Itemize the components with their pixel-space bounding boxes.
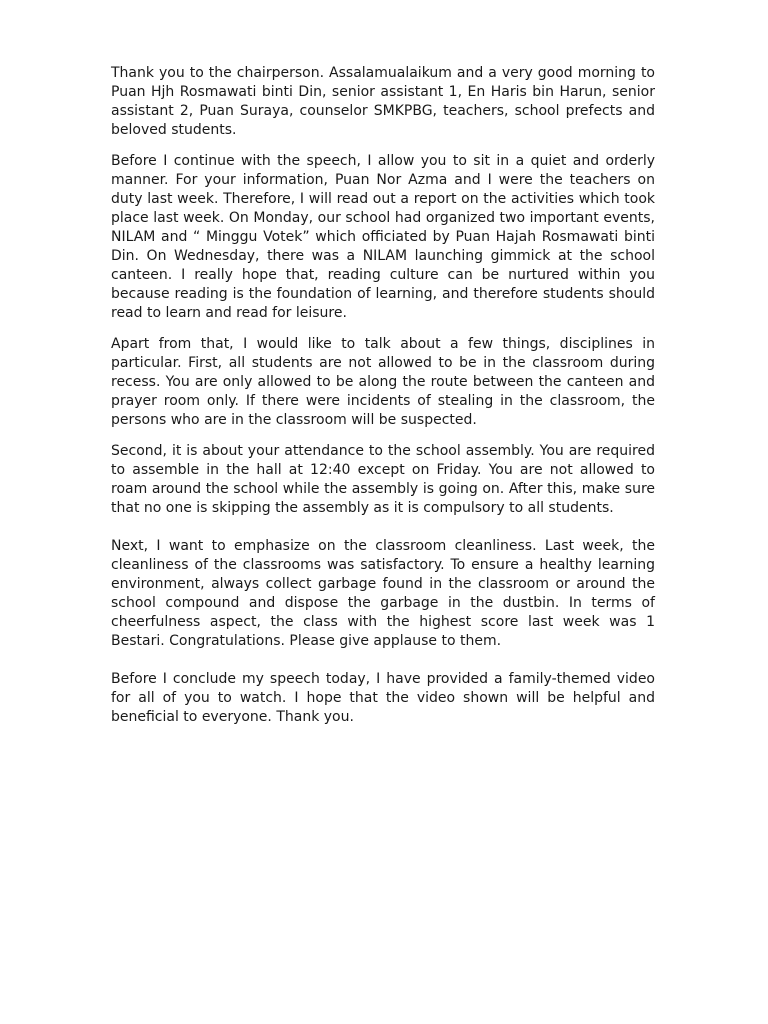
paragraph-cleanliness: Next, I want to emphasize on the classroom cleanliness. Last week, the cleanliness of the classrooms was satisfactory. To ensure a healthy learning environment, always collect garbage found in the classroom or around the school compound and dispose the garbage in the dustbin. In terms of cheerfulness aspect, the class with the highest score last week was 1 Bestari. Congratulations. Please give applause to them. [111, 538, 655, 649]
paragraph-conclusion: Before I conclude my speech today, I have provided a family-themed video for all of you to watch. I hope that the video shown will be helpful and beneficial to everyone. Thank you. [111, 671, 655, 725]
paragraph-discipline: Apart from that, I would like to talk about a few things, disciplines in particular. First, all students are not allowed to be in the classroom during recess. You are only allowed to be along the route between the canteen and prayer room only. If there were incidents of stealing in the classroom, the persons who are in the classroom will be suspected. [111, 336, 655, 428]
paragraph-report: Before I continue with the speech, I allow you to sit in a quiet and orderly manner. For your information, Puan Nor Azma and I were the teachers on duty last week. Therefore, I will read out a report on the activities which took place last week. On Monday, our school had organized two important events, NILAM and “ Minggu Votek” which officiated by Puan Hajah Rosmawati binti Din. On Wednesday, there was a NILAM launching gimmick at the school canteen. I really hope that, reading culture can be nurtured within you because reading is the foundation of learning, and therefore students should read to learn and read for leisure. [111, 153, 655, 321]
paragraph-assembly: Second, it is about your attendance to the school assembly. You are required to assemble in the hall at 12:40 except on Friday. You are not allowed to roam around the school while the assembly is going on. After this, make sure that no one is skipping the assembly as it is compulsory to all students. [111, 443, 655, 516]
paragraph-greeting: Thank you to the chairperson. Assalamualaikum and a very good morning to Puan Hjh Rosmawati binti Din, senior assistant 1, En Haris bin Harun, senior assistant 2, Puan Suraya, counselor SMKPBG, teachers, school prefects and beloved students. [111, 65, 655, 138]
document-page [111, 64, 655, 739]
